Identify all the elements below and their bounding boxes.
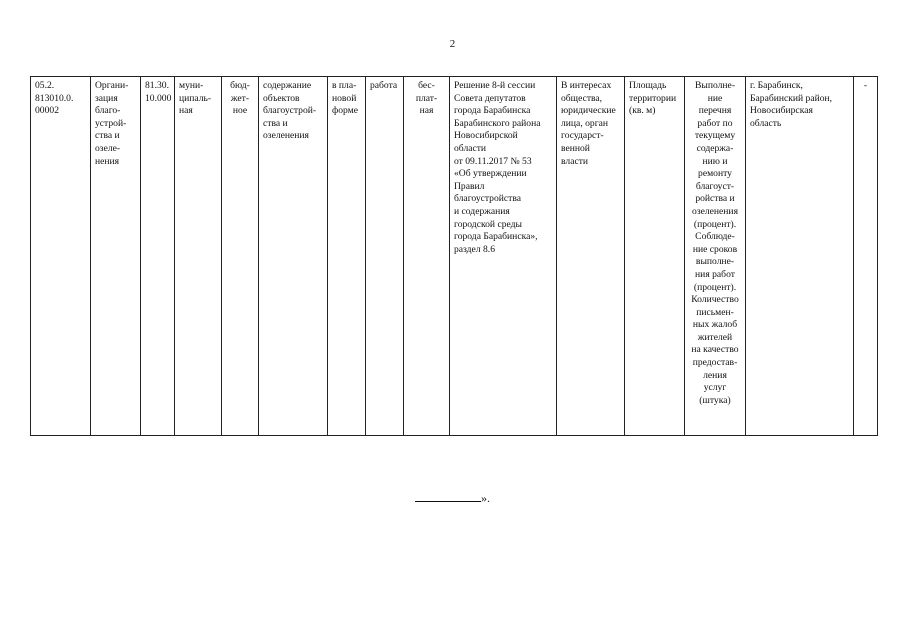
closing-quote: ». [481,491,490,505]
page-number: 2 [449,38,456,50]
consumers-cell: В интересах общества, юридические лица, орган государст- венной власти [557,77,625,436]
service-name-cell: Органи- зация благо- устрой- ства и озеле- нения [91,77,141,436]
institution-type-cell: муни- ципаль- ная [175,77,222,436]
provision-form-cell: в пла- новой форме [328,77,366,436]
service-registry-table [30,76,878,436]
payment-type-cell: бес- плат- ная [404,77,450,436]
table-row [31,77,878,436]
volume-indicator-cell: Площадь территории (кв. м) [625,77,685,436]
location-cell: г. Барабинск, Барабинский район, Новосибирская область [746,77,854,436]
legal-basis-cell: Решение 8-й сессии Совета депутатов города Барабинска Барабинского района Новосибирской области от 09.11.2017 № 53 «Об утверждении Правил благоустройства и содержания городской среды города Барабинска», раздел 8.6 [450,77,557,436]
service-content-cell: содержание объектов благоустрой- ства и озеленения [259,77,328,436]
notes-cell: - [854,77,878,436]
closing-line [0,489,905,506]
service-type-cell: работа [366,77,404,436]
quality-indicators-cell: Выполне- ние перечня работ по текущему содержа- нию и ремонту благоуст- ройства и озеленения (процент). Соблюде- ние сроков выполне- ния работ (процент). Количество письмен- ных жалоб жителей на качество предостав- ления услуг (штука) [685,77,746,436]
signature-blank [415,489,481,502]
registry-number-cell: 05.2. 813010.0. 00002 [31,77,91,436]
institution-kind-cell: бюд- жет- ное [222,77,259,436]
okved-code-cell: 81.30. 10.000 [141,77,175,436]
